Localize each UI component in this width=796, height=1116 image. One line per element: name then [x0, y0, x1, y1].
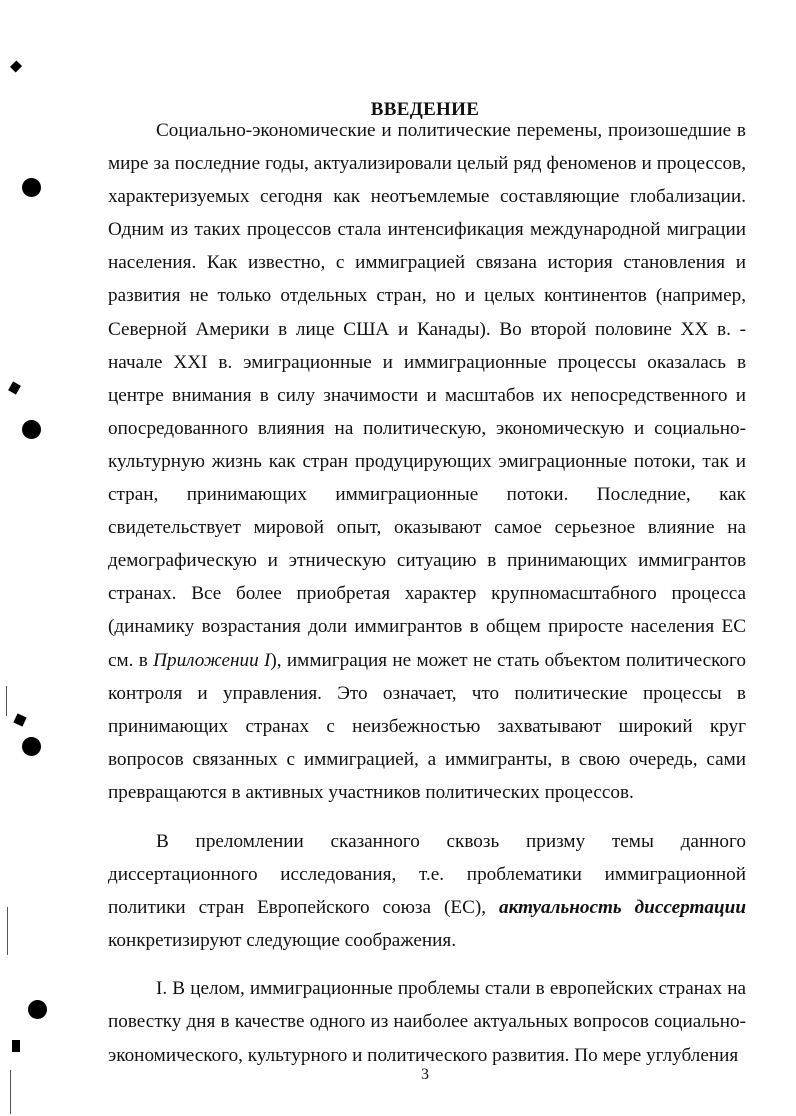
scan-speck	[13, 713, 26, 726]
scan-speck	[10, 60, 22, 72]
appendix-reference: Приложении I	[153, 649, 271, 671]
paragraph-3-text: I. В целом, иммиграционные проблемы стали в европейских странах на повестку дня в качестве одного из наиболее актуальных вопросов социально-экономического, культурного и политического развития. По мере углубления	[108, 978, 746, 1066]
paragraph-3	[108, 972, 746, 1071]
scan-speck	[12, 1040, 20, 1052]
paragraph-1-text: Социально-экономические и политические перемены, произошедшие в мире за последние годы, актуализировали целый ряд феноменов и процессов, характеризуемых сегодня как неотъемлемые составляющие глобализации. Одним из таких процессов стала интенсификация международной миграции населения. Как известно, с иммиграцией связана история становления и развития не только отдельных стран, но и целых континентов (например, Северной Америки в лице США и Канады). Во второй половине XX в. - начале XXI в. эмиграционные и иммиграционные процессы оказалась в центре внимания в силу значимости и масштабов их непосредственного и опосредованного влияния на политическую, экономическую и социально-культурную жизнь как стран продуцирующих эмиграционные потоки, так и стран, принимающих иммиграционные потоки. Последние, как свидетельствует мировой опыт, оказывают самое серьезное влияние на демографическую и этническую ситуацию в принимающих иммигрантов странах. Все более приобретая характер крупномасштабного процесса (динамику возрастания доли иммигрантов в общем приросте населения ЕС см. в	[108, 120, 746, 671]
binder-hole	[22, 737, 41, 756]
scan-edge-line	[7, 907, 8, 955]
paragraph-1	[108, 114, 746, 809]
paragraph-2-text-end: конкретизируют следующие соображения.	[108, 930, 456, 952]
page-number: 3	[421, 1066, 429, 1083]
body-text	[108, 114, 746, 1072]
scan-speck	[8, 381, 21, 394]
thesis-relevance-term: актуальность диссертации	[499, 897, 746, 919]
binder-hole	[22, 420, 41, 439]
binder-hole	[22, 178, 41, 197]
scan-edge-line	[6, 686, 7, 716]
paragraph-1-text-end: ), иммиграция не может не стать объектом политического контроля и управления. Это означает, что политические процессы в принимающих странах с неизбежностью захватывают широкий круг вопросов связанных с иммиграцией, а иммигранты, в свою очередь, сами превращаются в активных участников политических процессов.	[108, 649, 747, 803]
page-title: ВВЕДЕНИЕ	[370, 98, 480, 120]
paragraph-2	[108, 825, 746, 957]
paragraph-2-text: В преломлении сказанного сквозь призму темы данного диссертационного исследования, т.е. проблематики иммиграционной политики стран Европейского союза (ЕС),	[108, 830, 746, 919]
binder-hole	[28, 1000, 47, 1019]
